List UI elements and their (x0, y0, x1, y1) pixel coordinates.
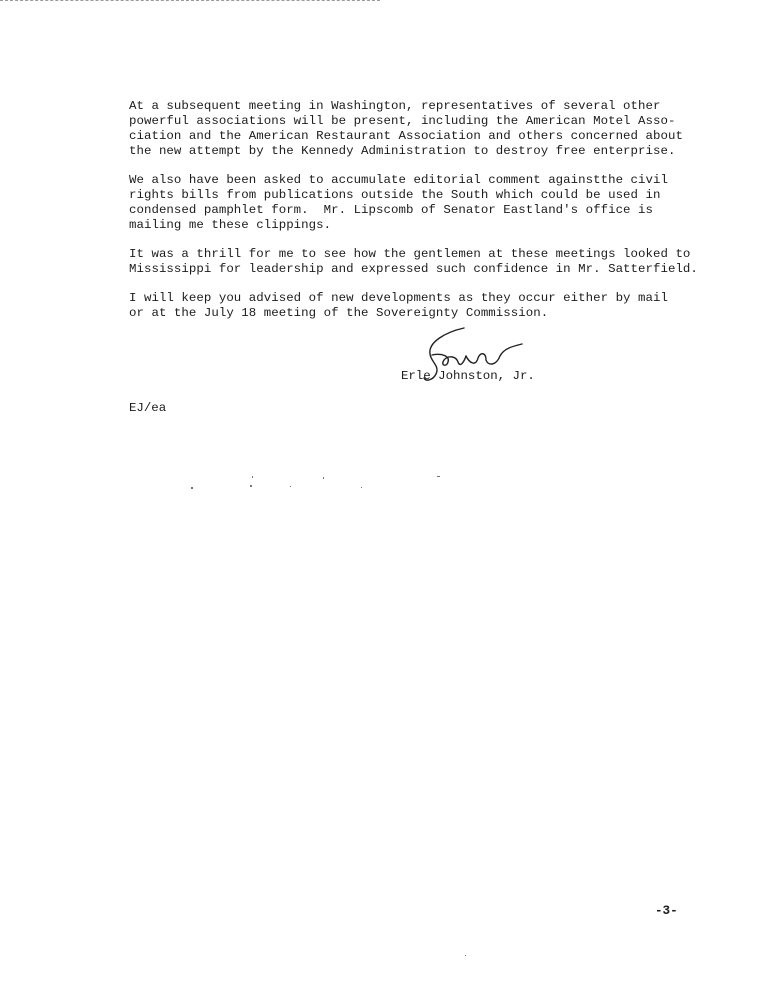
scan-speck (252, 476, 253, 478)
letter-body (129, 99, 729, 335)
scan-speck (290, 486, 291, 487)
text-line: condensed pamphlet form. Mr. Lipscomb of Senator Eastland's office is (129, 203, 653, 217)
text-line: mailing me these clippings. (129, 218, 332, 232)
scan-speck (323, 477, 324, 479)
text-line: It was a thrill for me to see how the gentlemen at these meetings looked to (129, 247, 691, 261)
paragraph-thrill (129, 247, 729, 277)
signature-name: Erle Johnston, Jr. (401, 369, 535, 383)
paragraph-editorial (129, 173, 729, 233)
scan-speck (361, 487, 362, 488)
text-line: powerful associations will be present, including the American Motel Asso- (129, 114, 676, 128)
paragraph-advise (129, 291, 729, 321)
scan-speck (250, 485, 252, 487)
text-line: We also have been asked to accumulate editorial comment againstthe civil (129, 173, 668, 187)
text-line: the new attempt by the Kennedy Administration to destroy free enterprise. (129, 144, 676, 158)
paragraph-meeting (129, 99, 729, 159)
text-line: At a subsequent meeting in Washington, representatives of several other (129, 99, 661, 113)
page-number: -3- (655, 904, 678, 918)
scan-speck (437, 476, 440, 477)
text-line: rights bills from publications outside the South which could be used in (129, 188, 661, 202)
scan-speck (191, 487, 193, 489)
text-line: or at the July 18 meeting of the Sovereignty Commission. (129, 306, 549, 320)
scan-speck (465, 955, 466, 956)
text-line: Mississippi for leadership and expressed such confidence in Mr. Satterfield. (129, 262, 698, 276)
typist-initials: EJ/ea (129, 401, 167, 415)
text-line: I will keep you advised of new developments as they occur either by mail (129, 291, 668, 305)
text-line: ciation and the American Restaurant Association and others concerned about (129, 129, 683, 143)
top-dashed-edge (0, 0, 380, 1)
